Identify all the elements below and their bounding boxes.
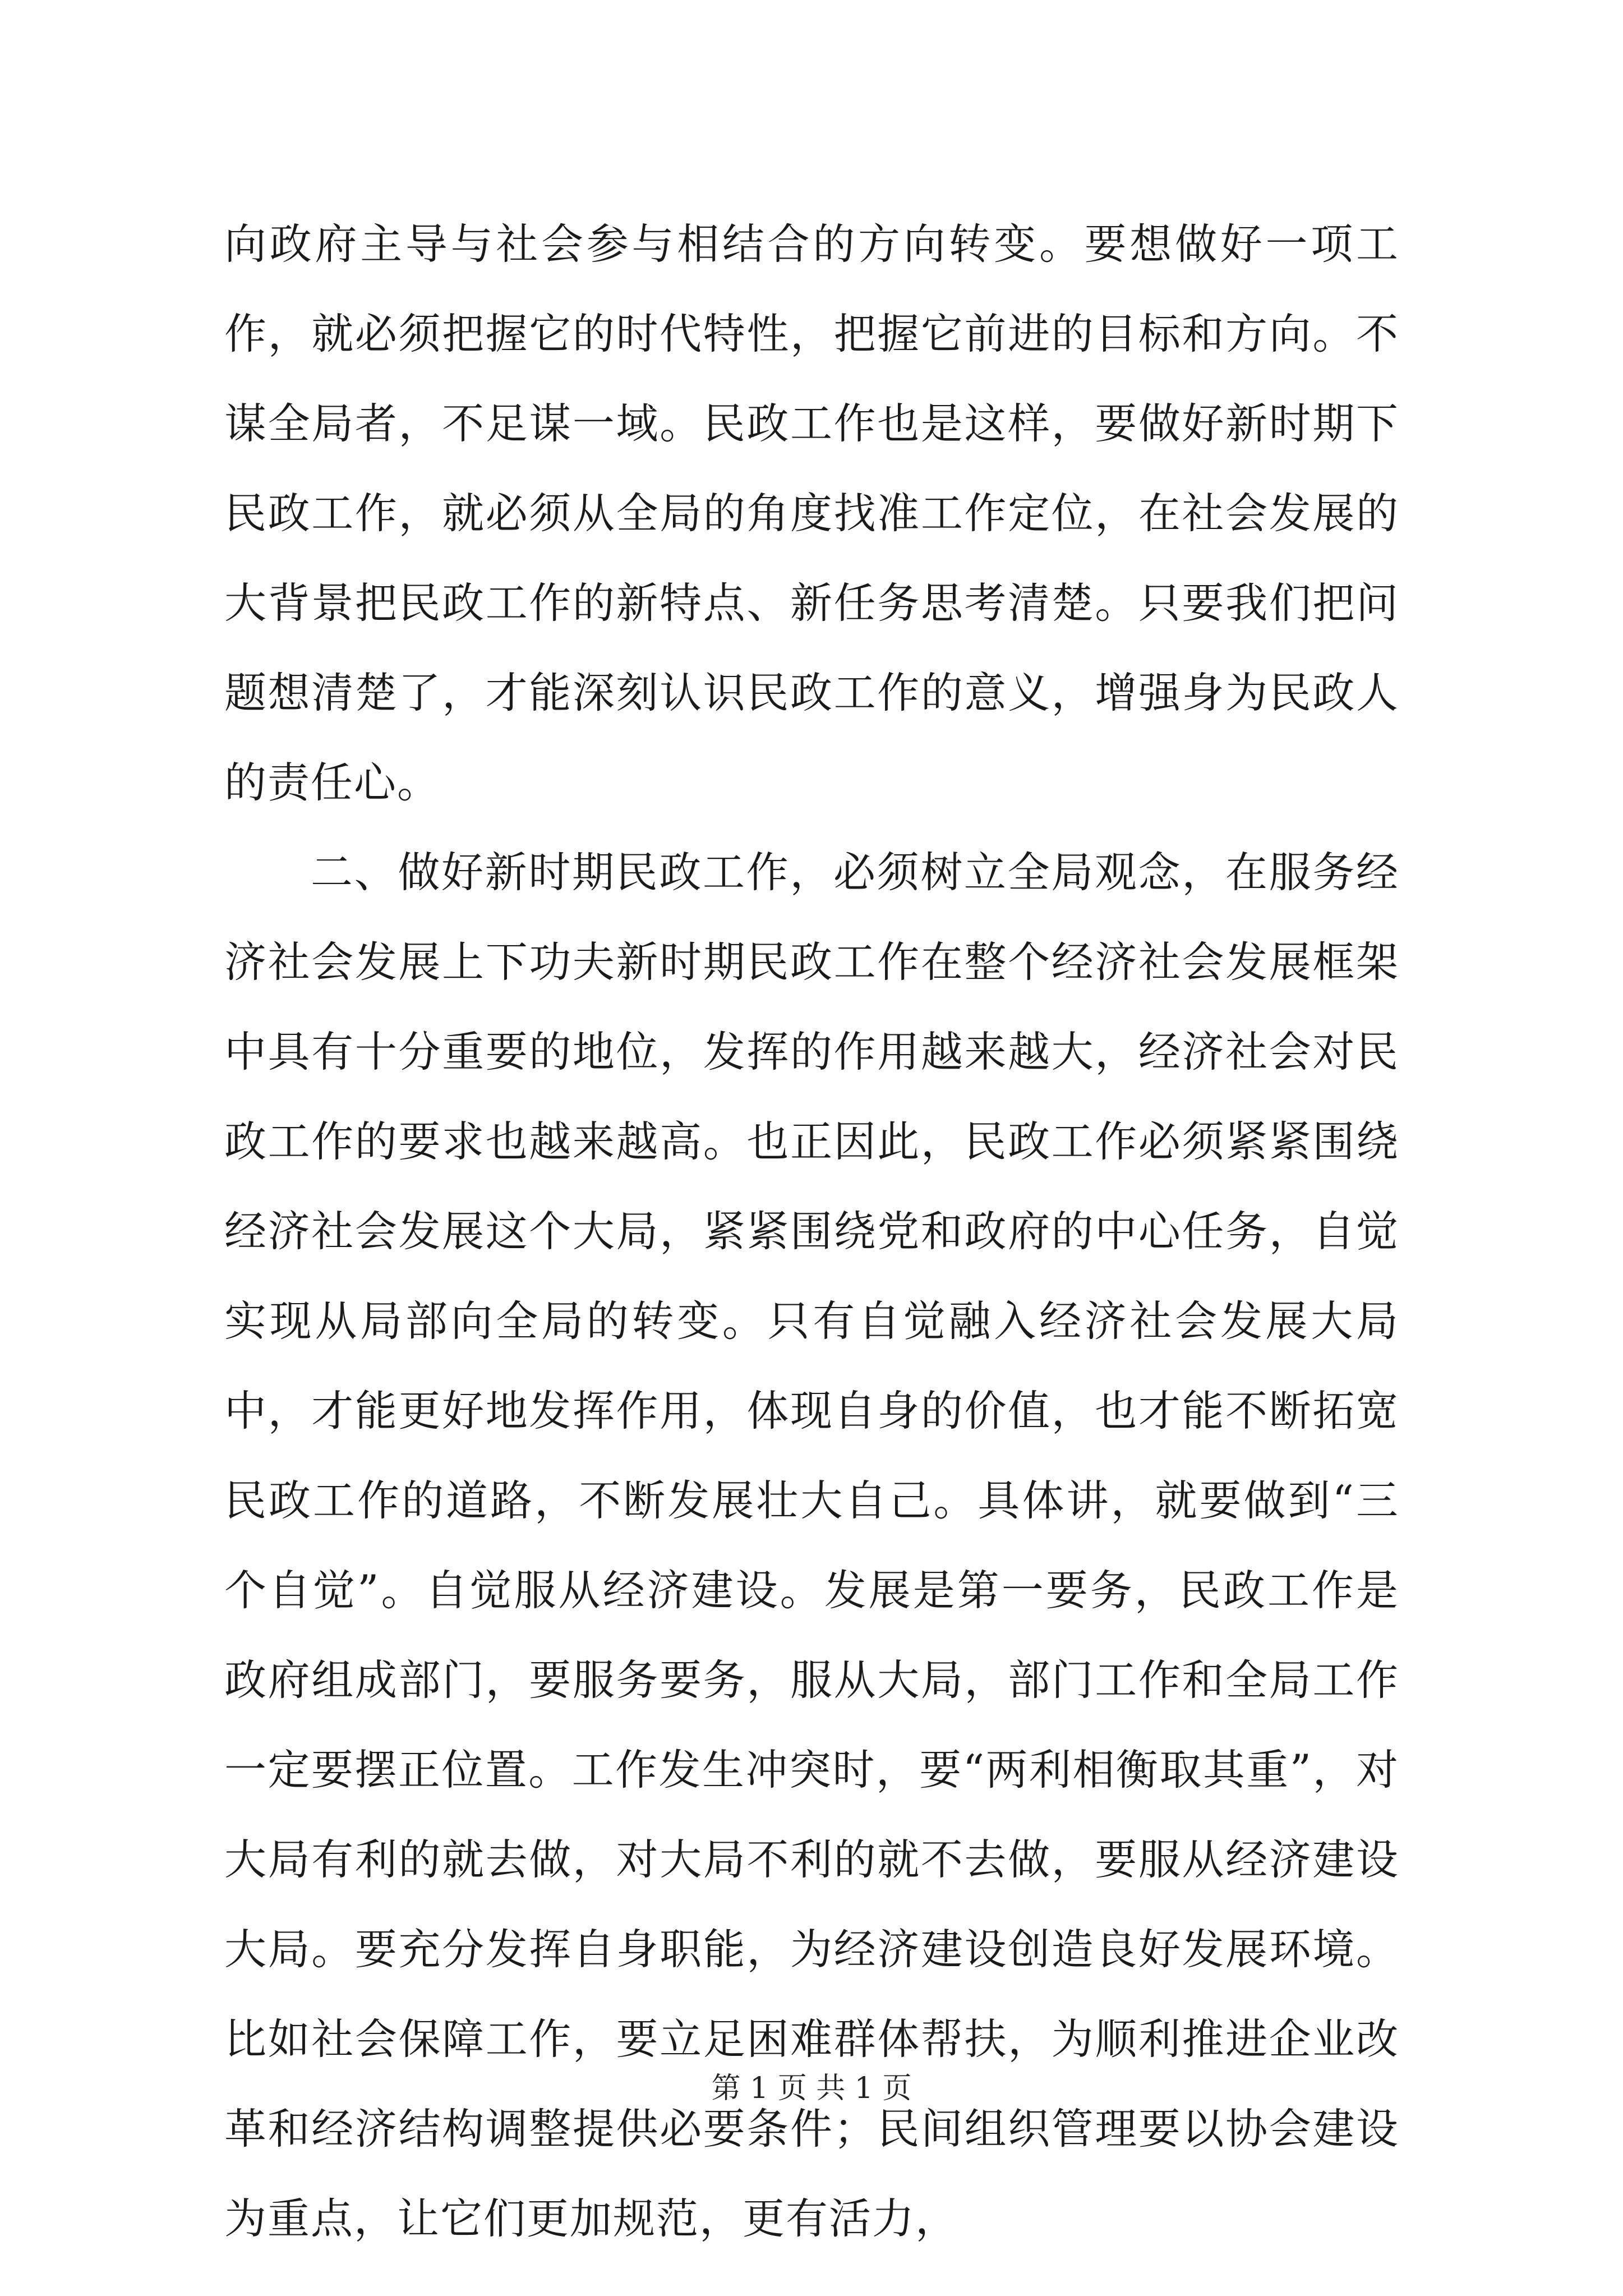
paragraph-continuation: 向政府主导与社会参与相结合的方向转变。要想做好一项工作，就必须把握它的时代特性，把握它前进的目标和方向。不谋全局者，不足谋一域。民政工作也是这样，要做好新时期下民政工作，就必须从全局的角度找准工作定位，在社会发展的大背景把民政工作的新特点、新任务思考清楚。只要我们把问题想清楚了，才能深刻认识民政工作的意义，增强身为民政人的责任心。 [224,219,1399,807]
page-footer: 第 1 页 共 1 页 [711,2072,912,2105]
paragraph-section-two: 二、做好新时期民政工作，必须树立全局观念，在服务经济社会发展上下功夫新时期民政工作在整个经济社会发展框架中具有十分重要的地位，发挥的作用越来越大，经济社会对民政工作的要求也越来越高。也正因此，民政工作必须紧紧围绕经济社会发展这个大局，紧紧围绕党和政府的中心任务，自觉实现从局部向全局的转变。只有自觉融入经济社会发展大局中，才能更好地发挥作用，体现自身的价值，也才能不断拓宽民政工作的道路，不断发展壮大自己。具体讲，就要做到“三个自觉”。自觉服从经济建设。发展是第一要务，民政工作是政府组成部门，要服务要务，服从大局，部门工作和全局工作一定要摆正位置。工作发生冲突时，要“两利相衡取其重”，对大局有利的就去做，对大局不利的就不去做，要服从经济建设大局。要充分发挥自身职能，为经济建设创造良好发展环境。比如社会保障工作，要立足困难群体帮扶，为顺利推进企业改革和经济结构调整提供必要条件；民间组织管理要以协会建设为重点，让它们更加规范，更有活力， [224,848,1399,2243]
document-body [224,199,1399,2263]
